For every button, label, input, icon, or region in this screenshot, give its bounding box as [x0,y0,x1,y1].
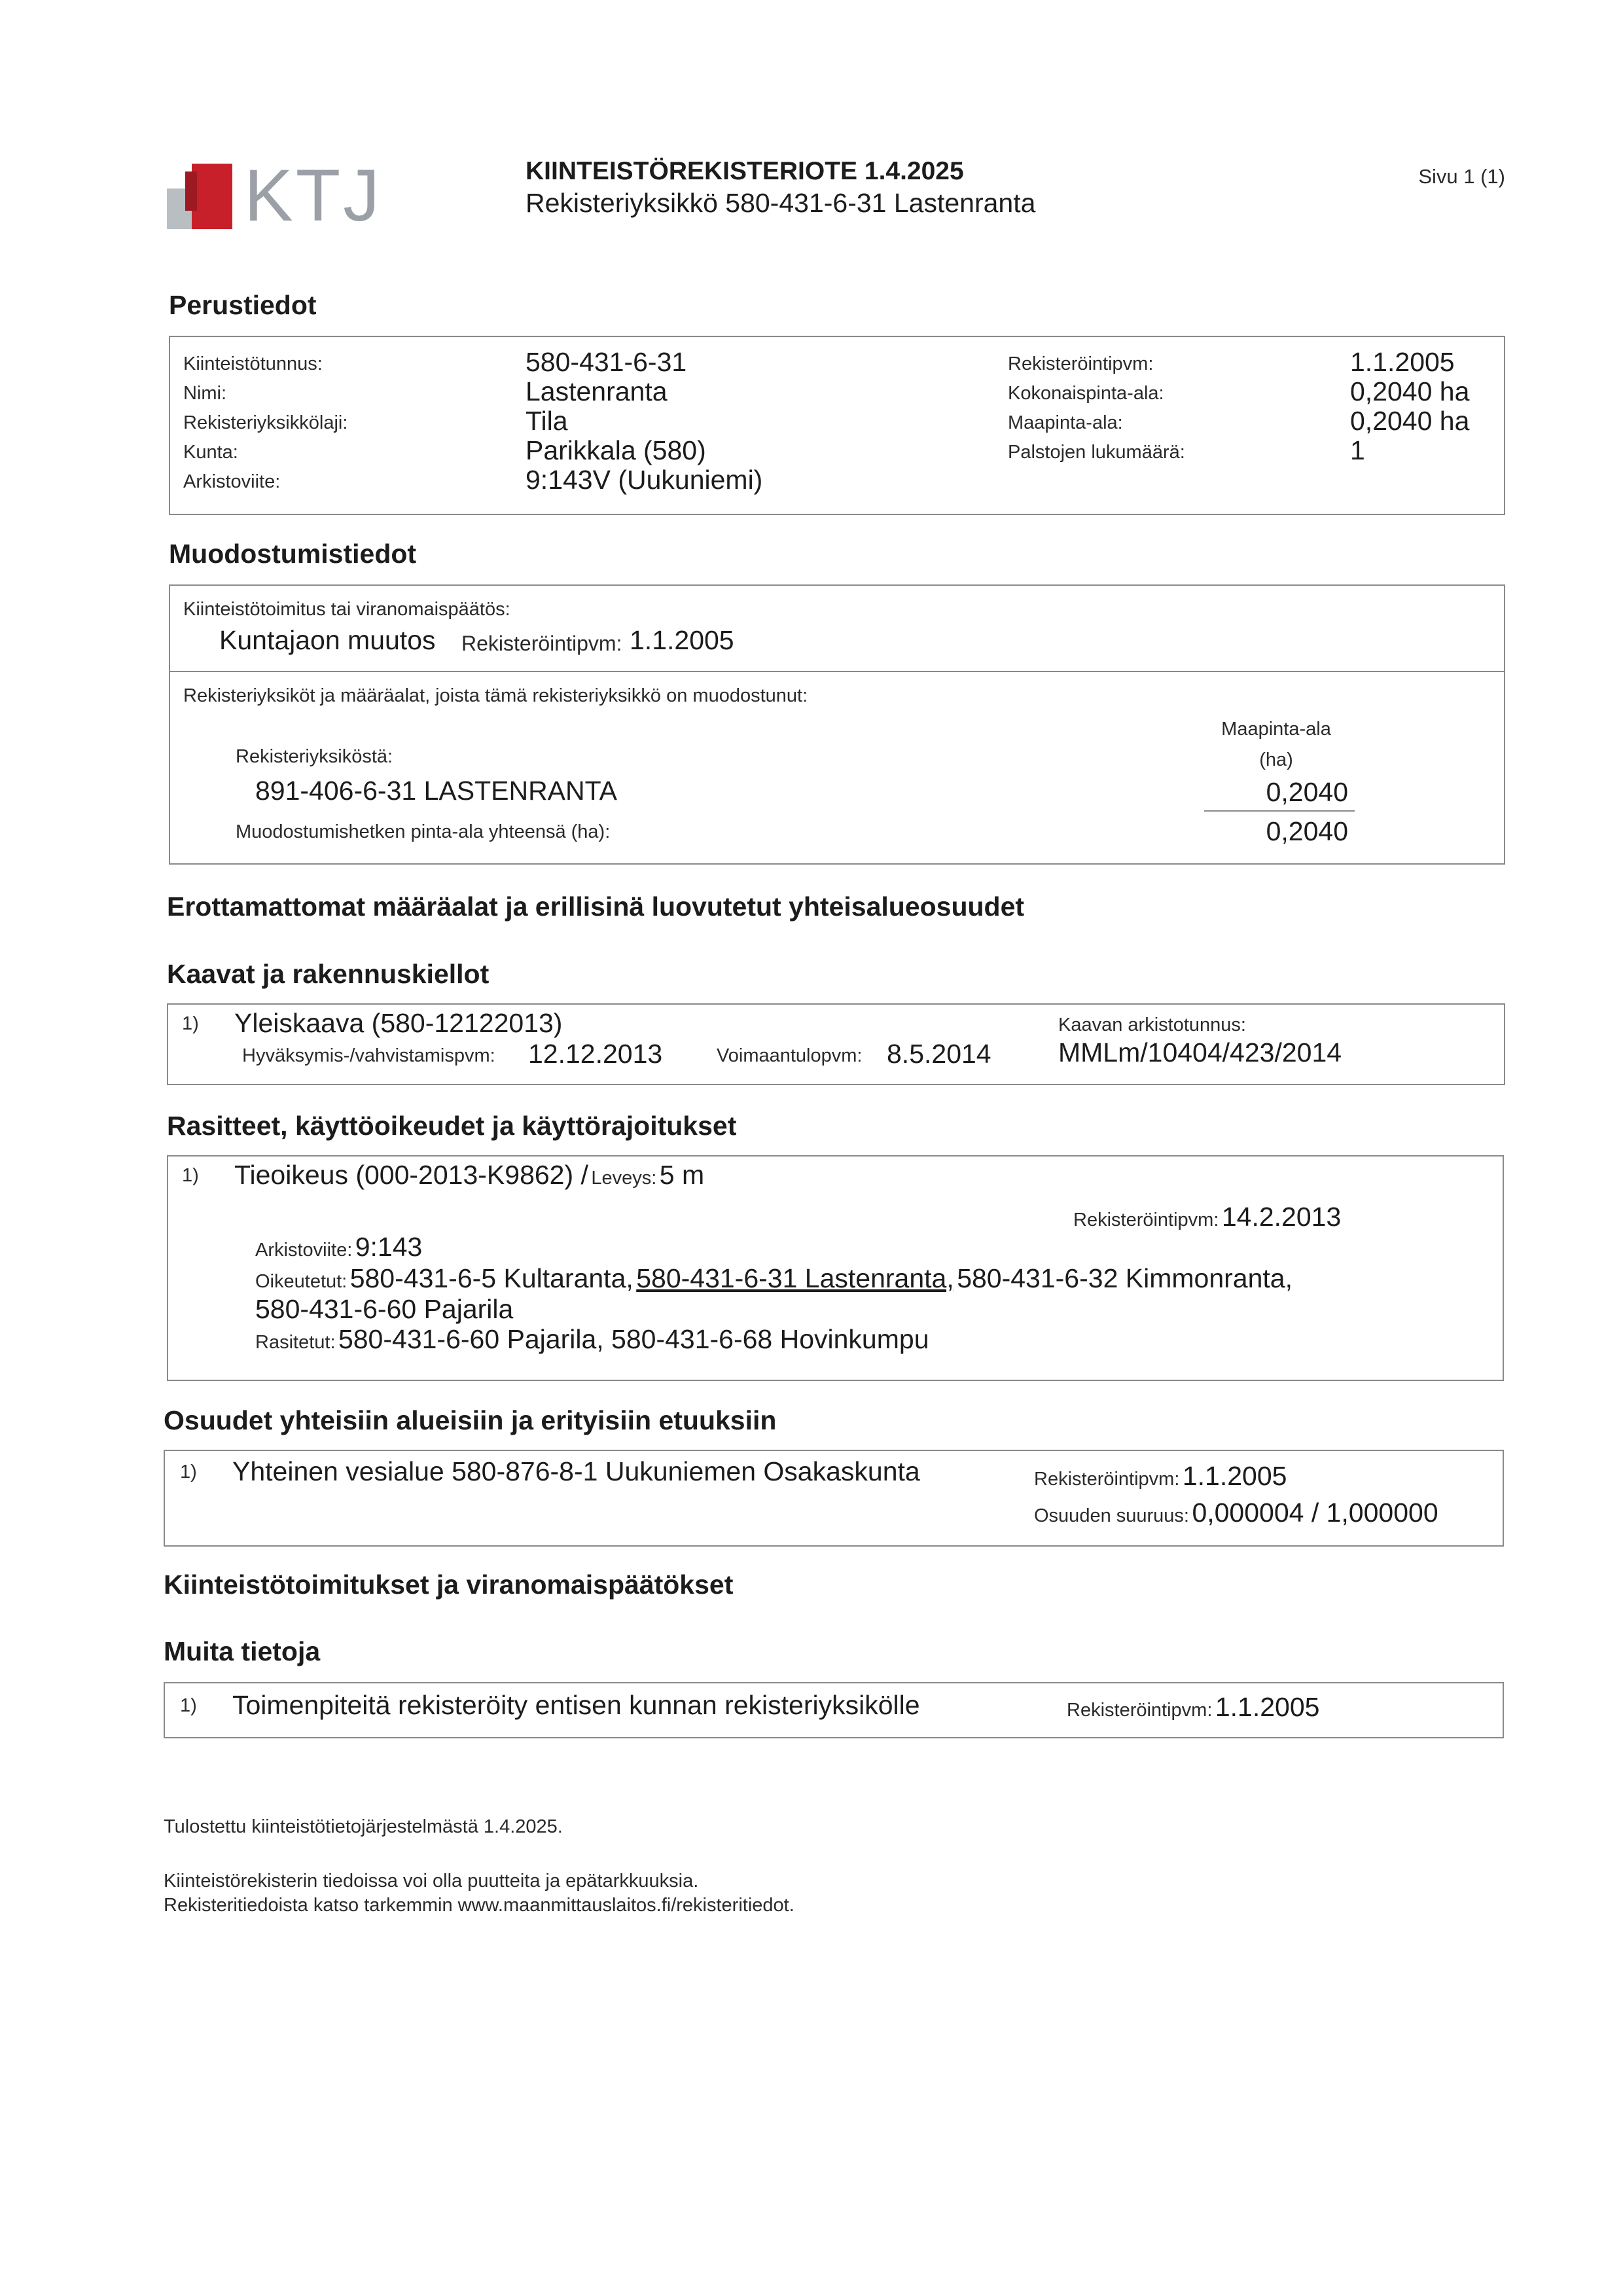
rasitteet-oikeutetut-c: 580-431-6-32 Kimmonranta, [957,1263,1293,1293]
value-kokonaispinta-ala: 0,2040 ha [1350,376,1470,406]
rasitteet-item-number: 1) [182,1165,199,1186]
rasitteet-rasitetut-line [255,1324,929,1355]
toimitus-label: Kiinteistötoimitus tai viranomaispäätös: [183,599,510,620]
rasitteet-name: Tieoikeus (000-2013-K9862) / [234,1160,588,1190]
rasitteet-arkisto-line [255,1232,422,1263]
kaavat-approve-label: Hyväksymis-/vahvistamispvm: [242,1045,495,1066]
perustiedot-heading: Perustiedot [169,290,317,320]
rasitteet-oikeutetut-d: 580-431-6-60 Pajarila [255,1294,514,1324]
rasitteet-oikeutetut-line [255,1263,1293,1294]
label-palstojen-lukumaara: Palstojen lukumäärä: [1008,442,1185,463]
from-value: 891-406-6-31 LASTENRANTA [255,776,617,806]
page-number: Sivu 1 (1) [1418,165,1505,188]
kaavat-effect-value: 8.5.2014 [887,1039,991,1069]
kaavat-effect-label: Voimaantulopvm: [717,1045,863,1066]
osuudet-rek-label: Rekisteröintipvm: [1034,1469,1180,1490]
rasitteet-name-line [234,1160,704,1191]
osuudet-share-label: Osuuden suuruus: [1034,1505,1189,1526]
osuudet-item-number: 1) [180,1462,197,1482]
muodostumistiedot-heading: Muodostumistiedot [169,539,417,569]
label-kokonaispinta-ala: Kokonaispinta-ala: [1008,383,1164,404]
osuudet-heading: Osuudet yhteisiin alueisiin ja erityisiin etuuksiin [164,1405,777,1435]
total-value: 0,2040 [1266,816,1348,846]
rasitteet-oikeutetut-b: 580-431-6-31 Lastenranta, [636,1263,954,1293]
value-palstojen-lukumaara: 1 [1350,435,1365,465]
osuudet-share-line [1034,1498,1438,1528]
label-kunta: Kunta: [183,442,238,463]
area-col-header-2: (ha) [1259,749,1293,770]
muita-rek-value: 1.1.2005 [1215,1692,1320,1722]
value-nimi: Lastenranta [526,376,668,406]
footer-disclaimer: Kiinteistörekisterin tiedoissa voi olla puutteita ja epätarkkuuksia. [164,1871,699,1892]
value-maapinta-ala: 0,2040 ha [1350,406,1470,436]
muita-heading: Muita tietoja [164,1636,321,1666]
muita-rek-label: Rekisteröintipvm: [1067,1700,1213,1721]
rasitteet-heading: Rasitteet, käyttöoikeudet ja käyttörajoitukset [167,1111,737,1141]
from-area: 0,2040 [1266,777,1348,807]
logo-text: KTJ [244,154,383,236]
muita-item-number: 1) [180,1695,197,1716]
osuudet-share-value: 0,000004 / 1,000000 [1192,1498,1438,1528]
muita-rek-line [1067,1692,1319,1723]
label-arkistoviite: Arkistoviite: [183,471,281,492]
label-nimi: Nimi: [183,383,227,404]
label-kiinteistotunnus: Kiinteistötunnus: [183,353,323,374]
rasitteet-rek-label: Rekisteröintipvm: [1073,1210,1219,1230]
area-col-header-1: Maapinta-ala [1221,719,1331,740]
kaavat-archive-value: MMLm/10404/423/2014 [1058,1037,1342,1067]
rasitteet-rek-line [1073,1202,1341,1232]
kaavat-heading: Kaavat ja rakennuskiellot [167,959,490,989]
rasitteet-arkisto-value: 9:143 [355,1232,423,1262]
perustiedot-box [169,336,1505,515]
from-label: Rekisteriyksiköstä: [236,746,393,767]
label-maapinta-ala: Maapinta-ala: [1008,412,1123,433]
value-kiinteistotunnus: 580-431-6-31 [526,347,687,377]
rasitteet-oikeutetut-a: 580-431-6-5 Kultaranta, [349,1263,633,1293]
rasitteet-rasitetut-value: 580-431-6-60 Pajarila, 580-431-6-68 Hovinkumpu [338,1324,929,1354]
muodostumistiedot-divider [169,671,1505,672]
logo-mark-icon [167,157,239,232]
rasitteet-rasitetut-label: Rasitetut: [255,1332,336,1353]
document-title: KIINTEISTÖREKISTERIOTE 1.4.2025 [526,157,964,185]
rasitteet-rek-value: 14.2.2013 [1221,1202,1342,1232]
rasitteet-width-label: Leveys: [591,1168,657,1189]
ktj-logo [167,154,383,236]
area-sum-line [1204,810,1355,812]
kaavat-item-number: 1) [182,1013,199,1034]
toimitus-rek-label: Rekisteröintipvm: [461,632,622,655]
kaavat-archive-label: Kaavan arkistotunnus: [1058,1014,1246,1035]
label-rekisterointipvm: Rekisteröintipvm: [1008,353,1154,374]
rasitteet-width-value: 5 m [659,1160,705,1190]
osuudet-rek-value: 1.1.2005 [1182,1461,1287,1491]
osuudet-name: Yhteinen vesialue 580-876-8-1 Uukuniemen Osakaskunta [232,1456,920,1486]
total-label: Muodostumishetken pinta-ala yhteensä (ha): [236,821,611,842]
footer-printed: Tulostettu kiinteistötietojärjestelmästä 1.4.2025. [164,1816,563,1837]
origin-intro: Rekisteriyksiköt ja määräalat, joista tämä rekisteriyksikkö on muodostunut: [183,685,808,706]
kaavat-approve-value: 12.12.2013 [528,1039,663,1069]
erottamattomat-heading: Erottamattomat määräalat ja erillisinä luovutetut yhteisalueosuudet [167,891,1025,922]
value-laji: Tila [526,406,568,436]
osuudet-rek-line [1034,1461,1287,1492]
toimitus-value: Kuntajaon muutos [219,625,436,655]
label-rekisteriyksikkolaji: Rekisteriyksikkölaji: [183,412,348,433]
footer-link-text: Rekisteritiedoista katso tarkemmin www.maanmittauslaitos.fi/rekisteritiedot. [164,1895,794,1916]
kaavat-name: Yleiskaava (580-12122013) [234,1008,563,1038]
value-arkistoviite: 9:143V (Uukuniemi) [526,465,763,495]
rasitteet-arkisto-label: Arkistoviite: [255,1240,353,1261]
value-kunta: Parikkala (580) [526,435,706,465]
document-subtitle: Rekisteriyksikkö 580-431-6-31 Lastenranta [526,188,1036,218]
toimitus-rek-value: 1.1.2005 [630,625,734,655]
value-rekisterointipvm: 1.1.2005 [1350,347,1455,377]
toimitukset-heading: Kiinteistötoimitukset ja viranomaispäätökset [164,1570,734,1600]
rasitteet-oikeutetut-label: Oikeutetut: [255,1271,348,1292]
muita-text: Toimenpiteitä rekisteröity entisen kunnan rekisteriyksikölle [232,1690,920,1720]
